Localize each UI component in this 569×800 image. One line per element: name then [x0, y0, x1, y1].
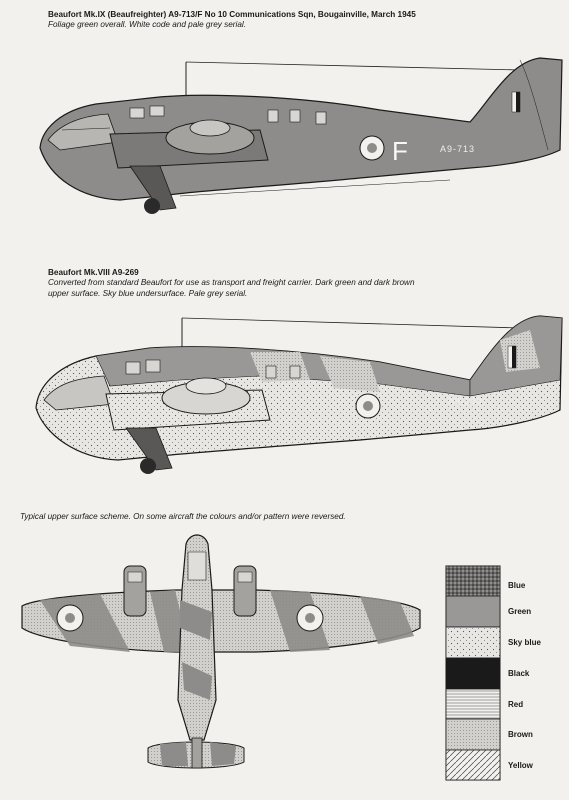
plate3-aircraft-plan-view — [22, 535, 420, 768]
legend-label-skyblue: Sky blue — [508, 638, 541, 647]
plate2-serial: A9-269 — [448, 396, 484, 406]
swatch-yellow — [446, 750, 500, 780]
legend-label-yellow: Yellow — [508, 761, 533, 770]
plate3-description: Typical upper surface scheme. On some aircraft the colours and/or pattern were reversed. — [20, 512, 346, 521]
legend-label-blue: Blue — [508, 581, 526, 590]
swatch-brown — [446, 719, 500, 750]
swatch-red — [446, 689, 500, 719]
plate2-aircraft-side-view — [36, 316, 562, 474]
legend-label-black: Black — [508, 669, 530, 678]
plate1-serial: A9-713 — [440, 144, 476, 154]
plate2-description: Converted from standard Beaufort for use as transport and freight carrier. Dark green and dark brown upper surface. Sky blue undersurface. Pale grey serial. — [48, 278, 415, 298]
legend-label-green: Green — [508, 607, 532, 616]
legend-label-brown: Brown — [508, 730, 533, 739]
swatch-skyblue — [446, 627, 500, 658]
plate1-description: Foliage green overall. White code and pale grey serial. — [48, 20, 246, 30]
legend-label-red: Red — [508, 700, 524, 709]
plate2-title: Beaufort Mk.VIII A9-269 — [48, 268, 139, 277]
color-legend — [446, 566, 500, 780]
plate1-aircraft-side-view — [40, 58, 562, 214]
plate1-code-letter: F — [392, 136, 408, 166]
swatch-black — [446, 658, 500, 689]
plate1-title: Beaufort Mk.IX (Beaufreighter) A9-713/F No 10 Communications Sqn, Bougainville, March 1945 — [48, 10, 416, 19]
swatch-green — [446, 596, 500, 627]
swatch-blue — [446, 566, 500, 596]
